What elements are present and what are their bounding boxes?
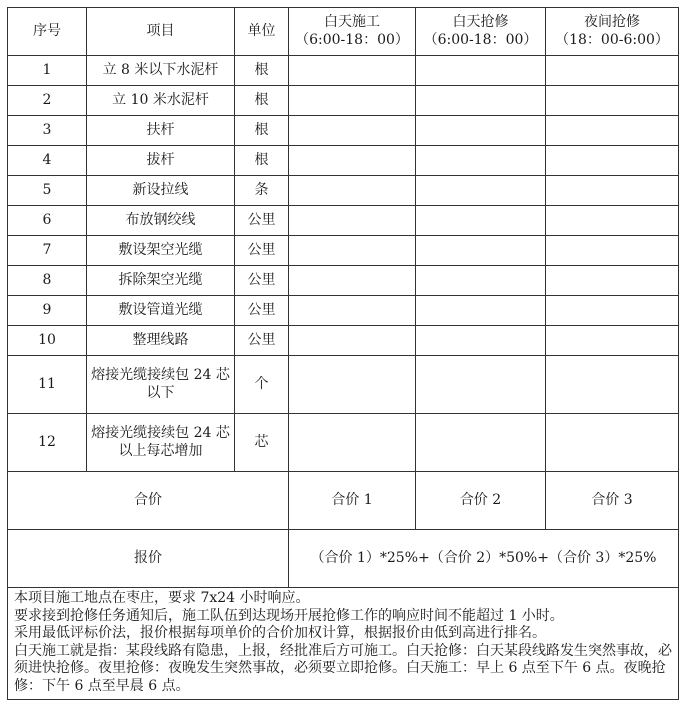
row-unit: 根 bbox=[235, 116, 289, 146]
total-label: 合价 bbox=[8, 472, 289, 530]
row-no: 8 bbox=[8, 266, 87, 296]
price-day-work-cell[interactable] bbox=[289, 116, 416, 146]
row-item bbox=[87, 356, 235, 414]
header-day-work bbox=[289, 8, 416, 56]
price-night-repair-cell[interactable] bbox=[546, 146, 679, 176]
row-unit: 根 bbox=[235, 146, 289, 176]
notes-row bbox=[8, 588, 679, 700]
header-row bbox=[8, 8, 679, 56]
row-item: 布放钢绞线 bbox=[87, 206, 235, 236]
total-2: 合价 2 bbox=[416, 472, 546, 530]
price-day-work-cell[interactable] bbox=[289, 326, 416, 356]
table-row bbox=[8, 236, 679, 266]
price-day-repair-cell[interactable] bbox=[416, 206, 546, 236]
table-row bbox=[8, 176, 679, 206]
header-day-work-label: 白天施工 bbox=[324, 14, 380, 30]
price-day-repair-cell[interactable] bbox=[416, 146, 546, 176]
row-item: 拔杆 bbox=[87, 146, 235, 176]
price-day-repair-cell[interactable] bbox=[416, 236, 546, 266]
row-item: 扶杆 bbox=[87, 116, 235, 146]
price-day-repair-cell[interactable] bbox=[416, 86, 546, 116]
row-no: 2 bbox=[8, 86, 87, 116]
quote-label: 报价 bbox=[8, 530, 289, 588]
note-line: 本项目施工地点在枣庄，要求 7x24 小时响应。 bbox=[14, 590, 310, 606]
price-night-repair-cell[interactable] bbox=[546, 236, 679, 266]
row-item: 整理线路 bbox=[87, 326, 235, 356]
price-night-repair-cell[interactable] bbox=[546, 86, 679, 116]
price-night-repair-cell[interactable] bbox=[546, 356, 679, 414]
price-day-repair-cell[interactable] bbox=[416, 176, 546, 206]
row-unit: 公里 bbox=[235, 236, 289, 266]
price-night-repair-cell[interactable] bbox=[546, 206, 679, 236]
row-unit: 芯 bbox=[235, 414, 289, 472]
row-no: 9 bbox=[8, 296, 87, 326]
price-day-work-cell[interactable] bbox=[289, 206, 416, 236]
price-day-repair-cell[interactable] bbox=[416, 266, 546, 296]
row-no: 1 bbox=[8, 56, 87, 86]
row-no: 10 bbox=[8, 326, 87, 356]
table-row bbox=[8, 266, 679, 296]
price-day-repair-cell[interactable] bbox=[416, 116, 546, 146]
row-no: 11 bbox=[8, 356, 87, 414]
row-item bbox=[87, 414, 235, 472]
price-day-work-cell[interactable] bbox=[289, 266, 416, 296]
row-unit: 公里 bbox=[235, 206, 289, 236]
price-day-work-cell[interactable] bbox=[289, 236, 416, 266]
row-no: 5 bbox=[8, 176, 87, 206]
header-item: 项目 bbox=[87, 8, 235, 56]
row-unit: 公里 bbox=[235, 266, 289, 296]
header-unit: 单位 bbox=[235, 8, 289, 56]
table-row bbox=[8, 414, 679, 472]
row-no: 12 bbox=[8, 414, 87, 472]
header-day-repair bbox=[416, 8, 546, 56]
row-item: 敷设架空光缆 bbox=[87, 236, 235, 266]
note-line: 采用最低评标价法，报价根据每项单价的合价加权计算，根据报价由低到高进行排名。 bbox=[14, 625, 546, 641]
row-unit: 根 bbox=[235, 56, 289, 86]
price-day-repair-cell[interactable] bbox=[416, 326, 546, 356]
price-night-repair-cell[interactable] bbox=[546, 56, 679, 86]
price-day-work-cell[interactable] bbox=[289, 56, 416, 86]
table-row bbox=[8, 116, 679, 146]
price-day-work-cell[interactable] bbox=[289, 176, 416, 206]
header-seq: 序号 bbox=[8, 8, 87, 56]
total-row bbox=[8, 472, 679, 530]
price-night-repair-cell[interactable] bbox=[546, 266, 679, 296]
bid-price-table bbox=[7, 7, 679, 700]
row-item: 立 8 米以下水泥杆 bbox=[87, 56, 235, 86]
note-line: 要求接到抢修任务通知后，施工队伍到达现场开展抢修工作的响应时间不能超过 1 小时。 bbox=[14, 607, 564, 624]
price-night-repair-cell[interactable] bbox=[546, 176, 679, 206]
price-day-work-cell[interactable] bbox=[289, 414, 416, 472]
row-unit: 公里 bbox=[235, 296, 289, 326]
price-night-repair-cell[interactable] bbox=[546, 414, 679, 472]
price-night-repair-cell[interactable] bbox=[546, 116, 679, 146]
price-day-repair-cell[interactable] bbox=[416, 356, 546, 414]
row-unit: 条 bbox=[235, 176, 289, 206]
header-night-repair bbox=[546, 8, 679, 56]
row-item-text: 熔接光缆接续包 24 芯以上每芯增加 bbox=[91, 425, 230, 459]
table-row bbox=[8, 206, 679, 236]
row-no: 3 bbox=[8, 116, 87, 146]
price-day-repair-cell[interactable] bbox=[416, 414, 546, 472]
table-row bbox=[8, 56, 679, 86]
row-item: 敷设管道光缆 bbox=[87, 296, 235, 326]
quote-row bbox=[8, 530, 679, 588]
price-day-repair-cell[interactable] bbox=[416, 56, 546, 86]
total-3: 合价 3 bbox=[546, 472, 679, 530]
row-no: 6 bbox=[8, 206, 87, 236]
row-item: 新设拉线 bbox=[87, 176, 235, 206]
price-day-work-cell[interactable] bbox=[289, 296, 416, 326]
row-item: 拆除架空光缆 bbox=[87, 266, 235, 296]
note-line: 白天施工就是指：某段线路有隐患，上报，经批准后方可施工。白天抢修：白天某段线路发生突然事故，必须进快抢修。夜里抢修：夜晚发生突然事故，必须要立即抢修。白天施工：早上 6 点至下午 6 点。夜晚抢修：下午 6 点至早晨 6 点。 bbox=[14, 642, 672, 694]
price-day-repair-cell[interactable] bbox=[416, 296, 546, 326]
row-unit: 个 bbox=[235, 356, 289, 414]
header-night-repair-label: 夜间抢修 bbox=[584, 14, 640, 30]
header-day-repair-label: 白天抢修 bbox=[452, 14, 509, 30]
quote-formula: （合价 1）*25%+（合价 2）*50%+（合价 3）*25% bbox=[289, 530, 679, 588]
table-row bbox=[8, 326, 679, 356]
price-day-work-cell[interactable] bbox=[289, 146, 416, 176]
row-item: 立 10 米水泥杆 bbox=[87, 86, 235, 116]
price-night-repair-cell[interactable] bbox=[546, 296, 679, 326]
table-row bbox=[8, 86, 679, 116]
row-no: 4 bbox=[8, 146, 87, 176]
table-row bbox=[8, 296, 679, 326]
table-row bbox=[8, 356, 679, 414]
row-no: 7 bbox=[8, 236, 87, 266]
notes-cell bbox=[8, 588, 679, 700]
header-night-repair-time: （18：00-6:00） bbox=[555, 31, 669, 48]
price-day-work-cell[interactable] bbox=[289, 356, 416, 414]
row-unit: 根 bbox=[235, 86, 289, 116]
header-day-work-time: （6:00-18：00） bbox=[295, 31, 409, 48]
price-night-repair-cell[interactable] bbox=[546, 326, 679, 356]
row-item-text: 熔接光缆接续包 24 芯以下 bbox=[91, 367, 230, 401]
table-row bbox=[8, 146, 679, 176]
header-day-repair-time: （6:00-18：00） bbox=[423, 31, 538, 48]
price-day-work-cell[interactable] bbox=[289, 86, 416, 116]
row-unit: 公里 bbox=[235, 326, 289, 356]
total-1: 合价 1 bbox=[289, 472, 416, 530]
